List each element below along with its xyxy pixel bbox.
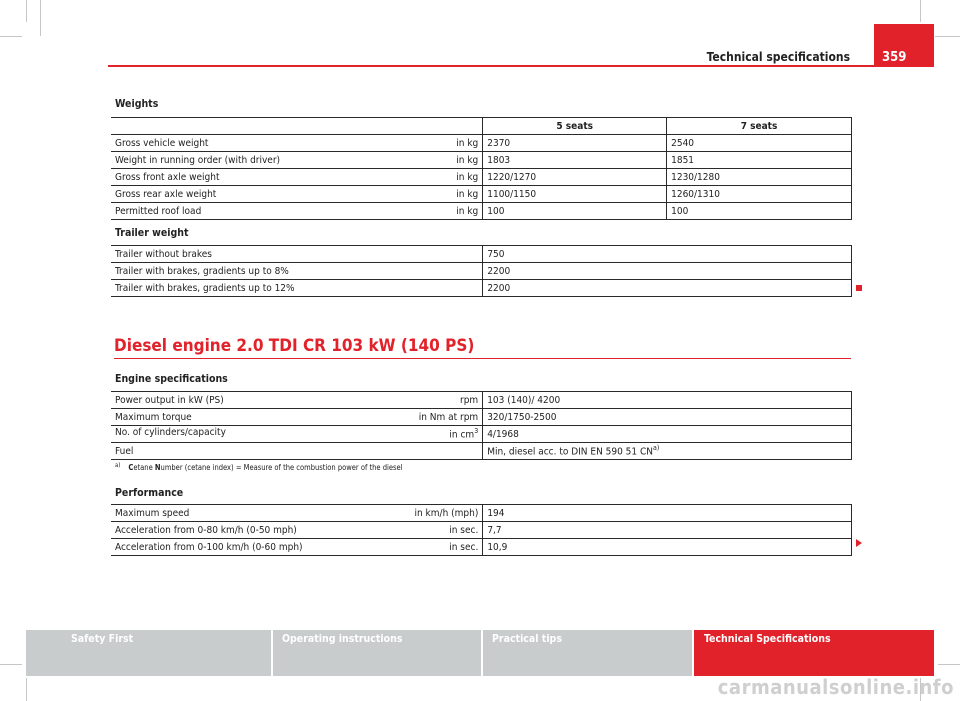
table-row: [111, 152, 852, 169]
row-label: Trailer with brakes, gradients up to 12%: [111, 280, 483, 297]
row-label: Fuel: [115, 445, 134, 457]
weights-heading: Weights: [115, 98, 159, 110]
trailer-heading: Trailer weight: [115, 227, 189, 239]
footnote-etane: etane: [133, 463, 155, 472]
cell-value: 7,7: [483, 522, 852, 539]
row-label: Acceleration from 0-100 km/h (0-60 mph): [115, 541, 303, 553]
crop-mark: [40, 0, 41, 36]
cell-value: 100: [483, 203, 667, 220]
section-title: Diesel engine 2.0 TDI CR 103 kW (140 PS): [114, 336, 475, 356]
row-label: Weight in running order (with driver): [115, 154, 281, 166]
unit-superscript: 3: [474, 427, 479, 436]
crop-mark: [0, 36, 22, 37]
cell-value: 320/1750-2500: [483, 409, 852, 426]
col-header: 7 seats: [667, 118, 852, 135]
footnote: [115, 462, 403, 472]
crop-mark: [920, 0, 921, 22]
cell-value: Min, diesel acc. to DIN EN 590 51 CN: [487, 446, 653, 458]
engine-heading: Engine specifications: [115, 373, 228, 385]
table-row: [111, 280, 852, 297]
footer-tab-technical-specifications[interactable]: Technical Specifications: [694, 630, 934, 676]
row-unit: in kg: [456, 154, 479, 166]
table-row: [111, 443, 852, 460]
row-unit-wrap: [449, 427, 478, 440]
cell-value: 1851: [667, 152, 852, 169]
cell-value: 2200: [483, 280, 852, 297]
footer-tab-practical-tips[interactable]: Practical tips: [483, 630, 692, 676]
crop-mark: [0, 664, 22, 665]
table-row: [111, 135, 852, 152]
row-label: No. of cylinders/capacity: [115, 427, 226, 439]
table-row: [111, 392, 852, 409]
row-label: Permitted roof load: [115, 205, 202, 217]
section-title-rule: [114, 358, 851, 359]
cell-value: 2200: [483, 263, 852, 280]
performance-table: [111, 504, 852, 556]
cell-value: 2540: [667, 135, 852, 152]
cell-value: 1220/1270: [483, 169, 667, 186]
row-unit: rpm: [460, 394, 479, 406]
header-rule: [108, 65, 934, 67]
cell-value: 103 (140)/ 4200: [483, 392, 852, 409]
table-header-row: [111, 118, 852, 135]
crop-mark: [938, 664, 960, 665]
footnote-ref: a): [653, 444, 660, 453]
row-unit: in sec.: [449, 541, 479, 553]
table-row: [111, 246, 852, 263]
weights-table: [111, 117, 852, 220]
footer-tab-safety-first[interactable]: Safety First: [26, 630, 271, 676]
table-row: [111, 539, 852, 556]
crop-mark: [935, 36, 960, 37]
performance-heading: Performance: [115, 487, 184, 499]
header-title: Technical specifications: [706, 50, 850, 64]
crop-mark: [26, 678, 27, 701]
row-label: Trailer without brakes: [111, 246, 483, 263]
row-unit: in km/h (mph): [414, 507, 479, 519]
row-unit: in Nm at rpm: [418, 411, 479, 423]
cell-value: 4/1968: [483, 426, 852, 443]
footer-tab-operating-instructions[interactable]: Operating instructions: [273, 630, 481, 676]
table-row: [111, 263, 852, 280]
continue-arrow-icon: [856, 539, 862, 547]
cell-value: 10,9: [483, 539, 852, 556]
row-unit: in cm: [449, 429, 475, 441]
row-label: Power output in kW (PS): [115, 394, 224, 406]
table-row: [111, 505, 852, 522]
page-number: 359: [874, 24, 934, 66]
row-label: Maximum speed: [115, 507, 190, 519]
row-unit: in kg: [456, 188, 479, 200]
trailer-table: [111, 245, 852, 297]
footnote-n: N: [154, 463, 161, 472]
cell-value: 1803: [483, 152, 667, 169]
row-label: Gross vehicle weight: [115, 137, 209, 149]
row-label: Maximum torque: [115, 411, 192, 423]
cell-value: 100: [667, 203, 852, 220]
row-unit: in kg: [456, 137, 479, 149]
table-row: [111, 409, 852, 426]
col-header: 5 seats: [483, 118, 667, 135]
table-row: [111, 203, 852, 220]
row-label: Acceleration from 0-80 km/h (0-50 mph): [115, 524, 297, 536]
row-unit: in kg: [456, 171, 479, 183]
footnote-text: umber (cetane index) = Measure of the combustion power of the diesel: [160, 463, 403, 472]
cell-value: 2370: [483, 135, 667, 152]
table-row: [111, 169, 852, 186]
footnote-marker: a): [115, 462, 121, 469]
table-row: [111, 186, 852, 203]
cell-value: 194: [483, 505, 852, 522]
cell-value: 750: [483, 246, 852, 263]
watermark: carmanualsonline.info: [717, 675, 954, 699]
row-label: Trailer with brakes, gradients up to 8%: [111, 263, 483, 280]
section-end-square-icon: [856, 285, 862, 291]
row-label: Gross rear axle weight: [115, 188, 217, 200]
cell-value: 1230/1280: [667, 169, 852, 186]
footnote-c: C: [128, 463, 134, 472]
row-label: Gross front axle weight: [115, 171, 220, 183]
row-unit: in sec.: [449, 524, 479, 536]
table-row: [111, 522, 852, 539]
table-row: [111, 426, 852, 443]
row-unit: in kg: [456, 205, 479, 217]
cell-value: 1100/1150: [483, 186, 667, 203]
engine-table: [111, 391, 852, 460]
crop-mark: [26, 0, 27, 22]
cell-value: 1260/1310: [667, 186, 852, 203]
